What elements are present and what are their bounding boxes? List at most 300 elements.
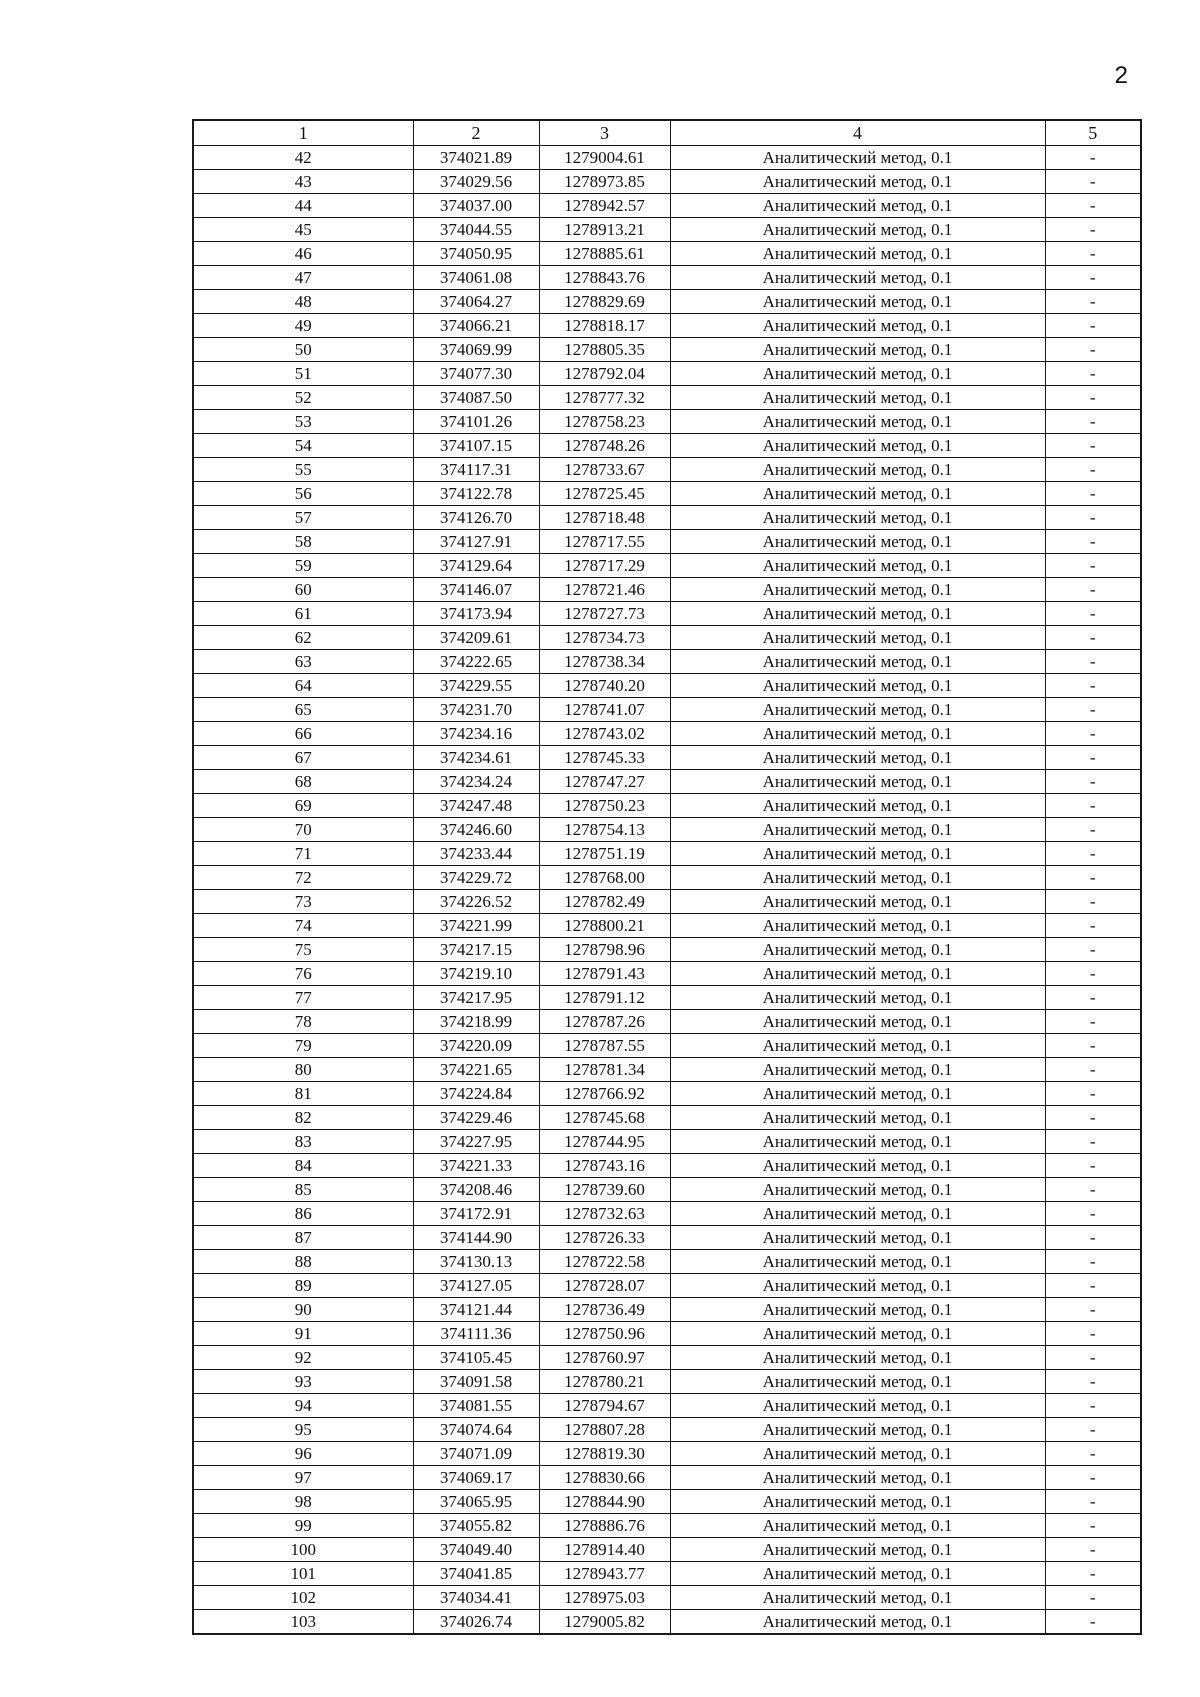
- point-number-cell: 81: [193, 1082, 413, 1106]
- table-row: [193, 1490, 1141, 1514]
- coord-y-cell: 1278913.21: [539, 218, 670, 242]
- coord-y-cell: 1278750.23: [539, 794, 670, 818]
- table-row: [193, 1130, 1141, 1154]
- coord-x-cell: 374041.85: [413, 1562, 539, 1586]
- coord-x-cell: 374234.16: [413, 722, 539, 746]
- table-row: [193, 1346, 1141, 1370]
- note-cell: -: [1045, 1154, 1141, 1178]
- method-cell: Аналитический метод, 0.1: [670, 554, 1045, 578]
- point-number-cell: 80: [193, 1058, 413, 1082]
- table-row: [193, 362, 1141, 386]
- method-cell: Аналитический метод, 0.1: [670, 794, 1045, 818]
- coord-y-cell: 1278728.07: [539, 1274, 670, 1298]
- coord-y-cell: 1278740.20: [539, 674, 670, 698]
- coord-x-cell: 374209.61: [413, 626, 539, 650]
- point-number-cell: 77: [193, 986, 413, 1010]
- note-cell: -: [1045, 1178, 1141, 1202]
- table-row: [193, 146, 1141, 170]
- table-row: [193, 1082, 1141, 1106]
- coord-x-cell: 374144.90: [413, 1226, 539, 1250]
- coord-x-cell: 374226.52: [413, 890, 539, 914]
- coord-y-cell: 1278743.02: [539, 722, 670, 746]
- table-row: [193, 1610, 1141, 1635]
- coord-y-cell: 1278718.48: [539, 506, 670, 530]
- coord-y-cell: 1278758.23: [539, 410, 670, 434]
- method-cell: Аналитический метод, 0.1: [670, 242, 1045, 266]
- method-cell: Аналитический метод, 0.1: [670, 290, 1045, 314]
- table-row: [193, 1274, 1141, 1298]
- table-row: [193, 410, 1141, 434]
- table-row: [193, 1178, 1141, 1202]
- table-row: [193, 674, 1141, 698]
- table-row: [193, 938, 1141, 962]
- method-cell: Аналитический метод, 0.1: [670, 1298, 1045, 1322]
- method-cell: Аналитический метод, 0.1: [670, 314, 1045, 338]
- method-cell: Аналитический метод, 0.1: [670, 890, 1045, 914]
- point-number-cell: 79: [193, 1034, 413, 1058]
- method-cell: Аналитический метод, 0.1: [670, 962, 1045, 986]
- coord-y-cell: 1278738.34: [539, 650, 670, 674]
- method-cell: Аналитический метод, 0.1: [670, 218, 1045, 242]
- coord-y-cell: 1278787.55: [539, 1034, 670, 1058]
- note-cell: -: [1045, 1298, 1141, 1322]
- method-cell: Аналитический метод, 0.1: [670, 1610, 1045, 1635]
- coord-y-cell: 1278794.67: [539, 1394, 670, 1418]
- method-cell: Аналитический метод, 0.1: [670, 386, 1045, 410]
- coord-y-cell: 1278886.76: [539, 1514, 670, 1538]
- coord-x-cell: 374074.64: [413, 1418, 539, 1442]
- coord-x-cell: 374064.27: [413, 290, 539, 314]
- method-cell: Аналитический метод, 0.1: [670, 1154, 1045, 1178]
- table-row: [193, 170, 1141, 194]
- note-cell: -: [1045, 314, 1141, 338]
- method-cell: Аналитический метод, 0.1: [670, 1130, 1045, 1154]
- note-cell: -: [1045, 626, 1141, 650]
- point-number-cell: 60: [193, 578, 413, 602]
- coord-x-cell: 374029.56: [413, 170, 539, 194]
- coord-x-cell: 374130.13: [413, 1250, 539, 1274]
- coord-x-cell: 374208.46: [413, 1178, 539, 1202]
- note-cell: -: [1045, 818, 1141, 842]
- point-number-cell: 64: [193, 674, 413, 698]
- coord-x-cell: 374217.95: [413, 986, 539, 1010]
- coord-x-cell: 374055.82: [413, 1514, 539, 1538]
- point-number-cell: 45: [193, 218, 413, 242]
- table-row: [193, 602, 1141, 626]
- coord-y-cell: 1278843.76: [539, 266, 670, 290]
- note-cell: -: [1045, 578, 1141, 602]
- method-cell: Аналитический метод, 0.1: [670, 746, 1045, 770]
- header-col-1: 1: [193, 120, 413, 146]
- coord-x-cell: 374071.09: [413, 1442, 539, 1466]
- method-cell: Аналитический метод, 0.1: [670, 530, 1045, 554]
- method-cell: Аналитический метод, 0.1: [670, 1538, 1045, 1562]
- note-cell: -: [1045, 1586, 1141, 1610]
- point-number-cell: 70: [193, 818, 413, 842]
- point-number-cell: 69: [193, 794, 413, 818]
- note-cell: -: [1045, 1466, 1141, 1490]
- note-cell: -: [1045, 218, 1141, 242]
- coord-y-cell: 1278807.28: [539, 1418, 670, 1442]
- note-cell: -: [1045, 1058, 1141, 1082]
- method-cell: Аналитический метод, 0.1: [670, 1034, 1045, 1058]
- note-cell: -: [1045, 1202, 1141, 1226]
- table-row: [193, 1226, 1141, 1250]
- coord-y-cell: 1278760.97: [539, 1346, 670, 1370]
- coord-x-cell: 374224.84: [413, 1082, 539, 1106]
- method-cell: Аналитический метод, 0.1: [670, 986, 1045, 1010]
- coord-y-cell: 1278748.26: [539, 434, 670, 458]
- coord-y-cell: 1278780.21: [539, 1370, 670, 1394]
- method-cell: Аналитический метод, 0.1: [670, 1106, 1045, 1130]
- note-cell: -: [1045, 482, 1141, 506]
- coord-y-cell: 1278751.19: [539, 842, 670, 866]
- method-cell: Аналитический метод, 0.1: [670, 1010, 1045, 1034]
- coord-y-cell: 1278818.17: [539, 314, 670, 338]
- coord-x-cell: 374221.33: [413, 1154, 539, 1178]
- point-number-cell: 103: [193, 1610, 413, 1635]
- coord-x-cell: 374050.95: [413, 242, 539, 266]
- coord-x-cell: 374229.72: [413, 866, 539, 890]
- note-cell: -: [1045, 506, 1141, 530]
- coord-x-cell: 374065.95: [413, 1490, 539, 1514]
- point-number-cell: 59: [193, 554, 413, 578]
- coord-y-cell: 1278777.32: [539, 386, 670, 410]
- point-number-cell: 47: [193, 266, 413, 290]
- point-number-cell: 71: [193, 842, 413, 866]
- table-row: [193, 1106, 1141, 1130]
- coord-x-cell: 374081.55: [413, 1394, 539, 1418]
- coord-y-cell: 1278830.66: [539, 1466, 670, 1490]
- method-cell: Аналитический метод, 0.1: [670, 602, 1045, 626]
- coord-x-cell: 374233.44: [413, 842, 539, 866]
- coord-y-cell: 1278766.92: [539, 1082, 670, 1106]
- coord-x-cell: 374229.46: [413, 1106, 539, 1130]
- note-cell: -: [1045, 1010, 1141, 1034]
- coord-x-cell: 374126.70: [413, 506, 539, 530]
- point-number-cell: 99: [193, 1514, 413, 1538]
- coord-x-cell: 374117.31: [413, 458, 539, 482]
- coord-x-cell: 374061.08: [413, 266, 539, 290]
- note-cell: -: [1045, 362, 1141, 386]
- method-cell: Аналитический метод, 0.1: [670, 1586, 1045, 1610]
- method-cell: Аналитический метод, 0.1: [670, 362, 1045, 386]
- coord-y-cell: 1278800.21: [539, 914, 670, 938]
- method-cell: Аналитический метод, 0.1: [670, 1418, 1045, 1442]
- note-cell: -: [1045, 650, 1141, 674]
- point-number-cell: 85: [193, 1178, 413, 1202]
- note-cell: -: [1045, 1226, 1141, 1250]
- coord-x-cell: 374066.21: [413, 314, 539, 338]
- coord-y-cell: 1278805.35: [539, 338, 670, 362]
- table-row: [193, 506, 1141, 530]
- table-row: [193, 986, 1141, 1010]
- coord-y-cell: 1278750.96: [539, 1322, 670, 1346]
- table-row: [193, 698, 1141, 722]
- method-cell: Аналитический метод, 0.1: [670, 146, 1045, 170]
- method-cell: Аналитический метод, 0.1: [670, 410, 1045, 434]
- coord-x-cell: 374127.05: [413, 1274, 539, 1298]
- note-cell: -: [1045, 914, 1141, 938]
- coord-y-cell: 1278736.49: [539, 1298, 670, 1322]
- note-cell: -: [1045, 698, 1141, 722]
- table-row: [193, 1202, 1141, 1226]
- coord-y-cell: 1278717.55: [539, 530, 670, 554]
- method-cell: Аналитический метод, 0.1: [670, 338, 1045, 362]
- coord-x-cell: 374069.17: [413, 1466, 539, 1490]
- coord-x-cell: 374101.26: [413, 410, 539, 434]
- point-number-cell: 44: [193, 194, 413, 218]
- point-number-cell: 97: [193, 1466, 413, 1490]
- coord-y-cell: 1278885.61: [539, 242, 670, 266]
- point-number-cell: 66: [193, 722, 413, 746]
- note-cell: -: [1045, 1082, 1141, 1106]
- method-cell: Аналитический метод, 0.1: [670, 482, 1045, 506]
- point-number-cell: 52: [193, 386, 413, 410]
- table-body: [193, 146, 1141, 1635]
- point-number-cell: 92: [193, 1346, 413, 1370]
- point-number-cell: 87: [193, 1226, 413, 1250]
- note-cell: -: [1045, 1106, 1141, 1130]
- coord-y-cell: 1278717.29: [539, 554, 670, 578]
- point-number-cell: 65: [193, 698, 413, 722]
- header-col-5: 5: [1045, 120, 1141, 146]
- point-number-cell: 42: [193, 146, 413, 170]
- point-number-cell: 100: [193, 1538, 413, 1562]
- coord-x-cell: 374091.58: [413, 1370, 539, 1394]
- point-number-cell: 57: [193, 506, 413, 530]
- coord-x-cell: 374037.00: [413, 194, 539, 218]
- coord-x-cell: 374173.94: [413, 602, 539, 626]
- coord-x-cell: 374247.48: [413, 794, 539, 818]
- table-row: [193, 722, 1141, 746]
- note-cell: -: [1045, 1514, 1141, 1538]
- note-cell: -: [1045, 194, 1141, 218]
- method-cell: Аналитический метод, 0.1: [670, 866, 1045, 890]
- table-row: [193, 1514, 1141, 1538]
- table-row: [193, 266, 1141, 290]
- coord-x-cell: 374069.99: [413, 338, 539, 362]
- table-row: [193, 1394, 1141, 1418]
- note-cell: -: [1045, 602, 1141, 626]
- coord-x-cell: 374146.07: [413, 578, 539, 602]
- note-cell: -: [1045, 530, 1141, 554]
- note-cell: -: [1045, 674, 1141, 698]
- method-cell: Аналитический метод, 0.1: [670, 1082, 1045, 1106]
- note-cell: -: [1045, 746, 1141, 770]
- note-cell: -: [1045, 890, 1141, 914]
- coord-y-cell: 1278781.34: [539, 1058, 670, 1082]
- table-row: [193, 1442, 1141, 1466]
- note-cell: -: [1045, 554, 1141, 578]
- point-number-cell: 84: [193, 1154, 413, 1178]
- coord-x-cell: 374234.24: [413, 770, 539, 794]
- coord-y-cell: 1278732.63: [539, 1202, 670, 1226]
- point-number-cell: 62: [193, 626, 413, 650]
- table-row: [193, 218, 1141, 242]
- table-row: [193, 194, 1141, 218]
- note-cell: -: [1045, 962, 1141, 986]
- table-row: [193, 866, 1141, 890]
- coord-y-cell: 1278943.77: [539, 1562, 670, 1586]
- coord-x-cell: 374087.50: [413, 386, 539, 410]
- point-number-cell: 101: [193, 1562, 413, 1586]
- coord-y-cell: 1278721.46: [539, 578, 670, 602]
- method-cell: Аналитический метод, 0.1: [670, 1250, 1045, 1274]
- method-cell: Аналитический метод, 0.1: [670, 842, 1045, 866]
- method-cell: Аналитический метод, 0.1: [670, 578, 1045, 602]
- coord-x-cell: 374221.65: [413, 1058, 539, 1082]
- method-cell: Аналитический метод, 0.1: [670, 770, 1045, 794]
- table-row: [193, 290, 1141, 314]
- point-number-cell: 78: [193, 1010, 413, 1034]
- coord-x-cell: 374122.78: [413, 482, 539, 506]
- coord-y-cell: 1279004.61: [539, 146, 670, 170]
- table-row: [193, 242, 1141, 266]
- table-row: [193, 314, 1141, 338]
- coord-x-cell: 374231.70: [413, 698, 539, 722]
- method-cell: Аналитический метод, 0.1: [670, 170, 1045, 194]
- point-number-cell: 53: [193, 410, 413, 434]
- coord-x-cell: 374172.91: [413, 1202, 539, 1226]
- note-cell: -: [1045, 1370, 1141, 1394]
- point-number-cell: 82: [193, 1106, 413, 1130]
- note-cell: -: [1045, 842, 1141, 866]
- method-cell: Аналитический метод, 0.1: [670, 194, 1045, 218]
- coord-y-cell: 1278745.68: [539, 1106, 670, 1130]
- point-number-cell: 67: [193, 746, 413, 770]
- point-number-cell: 86: [193, 1202, 413, 1226]
- table-row: [193, 530, 1141, 554]
- point-number-cell: 75: [193, 938, 413, 962]
- note-cell: -: [1045, 338, 1141, 362]
- table-row: [193, 1322, 1141, 1346]
- coord-y-cell: 1278973.85: [539, 170, 670, 194]
- point-number-cell: 98: [193, 1490, 413, 1514]
- method-cell: Аналитический метод, 0.1: [670, 818, 1045, 842]
- coord-x-cell: 374246.60: [413, 818, 539, 842]
- table-row: [193, 1010, 1141, 1034]
- coord-x-cell: 374044.55: [413, 218, 539, 242]
- table-row: [193, 1418, 1141, 1442]
- table-row: [193, 458, 1141, 482]
- table-row: [193, 578, 1141, 602]
- point-number-cell: 58: [193, 530, 413, 554]
- method-cell: Аналитический метод, 0.1: [670, 1178, 1045, 1202]
- coord-x-cell: 374218.99: [413, 1010, 539, 1034]
- note-cell: -: [1045, 1130, 1141, 1154]
- point-number-cell: 61: [193, 602, 413, 626]
- note-cell: -: [1045, 290, 1141, 314]
- header-col-3: 3: [539, 120, 670, 146]
- coord-y-cell: 1278829.69: [539, 290, 670, 314]
- point-number-cell: 91: [193, 1322, 413, 1346]
- coord-y-cell: 1278726.33: [539, 1226, 670, 1250]
- point-number-cell: 46: [193, 242, 413, 266]
- point-number-cell: 72: [193, 866, 413, 890]
- coord-y-cell: 1278725.45: [539, 482, 670, 506]
- point-number-cell: 63: [193, 650, 413, 674]
- table-row: [193, 770, 1141, 794]
- coord-y-cell: 1278792.04: [539, 362, 670, 386]
- note-cell: -: [1045, 1274, 1141, 1298]
- table-row: [193, 1562, 1141, 1586]
- table-row: [193, 1370, 1141, 1394]
- point-number-cell: 102: [193, 1586, 413, 1610]
- point-number-cell: 68: [193, 770, 413, 794]
- coord-x-cell: 374034.41: [413, 1586, 539, 1610]
- coord-x-cell: 374105.45: [413, 1346, 539, 1370]
- point-number-cell: 76: [193, 962, 413, 986]
- method-cell: Аналитический метод, 0.1: [670, 1394, 1045, 1418]
- coord-y-cell: 1278975.03: [539, 1586, 670, 1610]
- table-row: [193, 626, 1141, 650]
- coord-x-cell: 374121.44: [413, 1298, 539, 1322]
- note-cell: -: [1045, 938, 1141, 962]
- table-row: [193, 554, 1141, 578]
- note-cell: -: [1045, 410, 1141, 434]
- method-cell: Аналитический метод, 0.1: [670, 1202, 1045, 1226]
- note-cell: -: [1045, 1562, 1141, 1586]
- coord-x-cell: 374107.15: [413, 434, 539, 458]
- method-cell: Аналитический метод, 0.1: [670, 938, 1045, 962]
- coordinates-table: [192, 119, 1142, 1635]
- note-cell: -: [1045, 1418, 1141, 1442]
- coord-y-cell: 1278722.58: [539, 1250, 670, 1274]
- note-cell: -: [1045, 170, 1141, 194]
- coord-y-cell: 1278914.40: [539, 1538, 670, 1562]
- coord-y-cell: 1278744.95: [539, 1130, 670, 1154]
- point-number-cell: 93: [193, 1370, 413, 1394]
- method-cell: Аналитический метод, 0.1: [670, 1514, 1045, 1538]
- point-number-cell: 56: [193, 482, 413, 506]
- table-row: [193, 1154, 1141, 1178]
- coord-x-cell: 374222.65: [413, 650, 539, 674]
- table-row: [193, 1250, 1141, 1274]
- coord-y-cell: 1278798.96: [539, 938, 670, 962]
- coord-y-cell: 1278739.60: [539, 1178, 670, 1202]
- point-number-cell: 94: [193, 1394, 413, 1418]
- point-number-cell: 90: [193, 1298, 413, 1322]
- note-cell: -: [1045, 1490, 1141, 1514]
- note-cell: -: [1045, 434, 1141, 458]
- point-number-cell: 88: [193, 1250, 413, 1274]
- note-cell: -: [1045, 1538, 1141, 1562]
- method-cell: Аналитический метод, 0.1: [670, 650, 1045, 674]
- header-row: [193, 120, 1141, 146]
- note-cell: -: [1045, 1250, 1141, 1274]
- coord-x-cell: 374234.61: [413, 746, 539, 770]
- method-cell: Аналитический метод, 0.1: [670, 506, 1045, 530]
- coord-x-cell: 374129.64: [413, 554, 539, 578]
- method-cell: Аналитический метод, 0.1: [670, 434, 1045, 458]
- point-number-cell: 50: [193, 338, 413, 362]
- coord-x-cell: 374220.09: [413, 1034, 539, 1058]
- method-cell: Аналитический метод, 0.1: [670, 1562, 1045, 1586]
- point-number-cell: 95: [193, 1418, 413, 1442]
- note-cell: -: [1045, 266, 1141, 290]
- note-cell: -: [1045, 866, 1141, 890]
- method-cell: Аналитический метод, 0.1: [670, 1490, 1045, 1514]
- table-row: [193, 794, 1141, 818]
- method-cell: Аналитический метод, 0.1: [670, 698, 1045, 722]
- table-row: [193, 1034, 1141, 1058]
- coord-x-cell: 374217.15: [413, 938, 539, 962]
- coord-x-cell: 374021.89: [413, 146, 539, 170]
- point-number-cell: 49: [193, 314, 413, 338]
- table-row: [193, 890, 1141, 914]
- table-row: [193, 914, 1141, 938]
